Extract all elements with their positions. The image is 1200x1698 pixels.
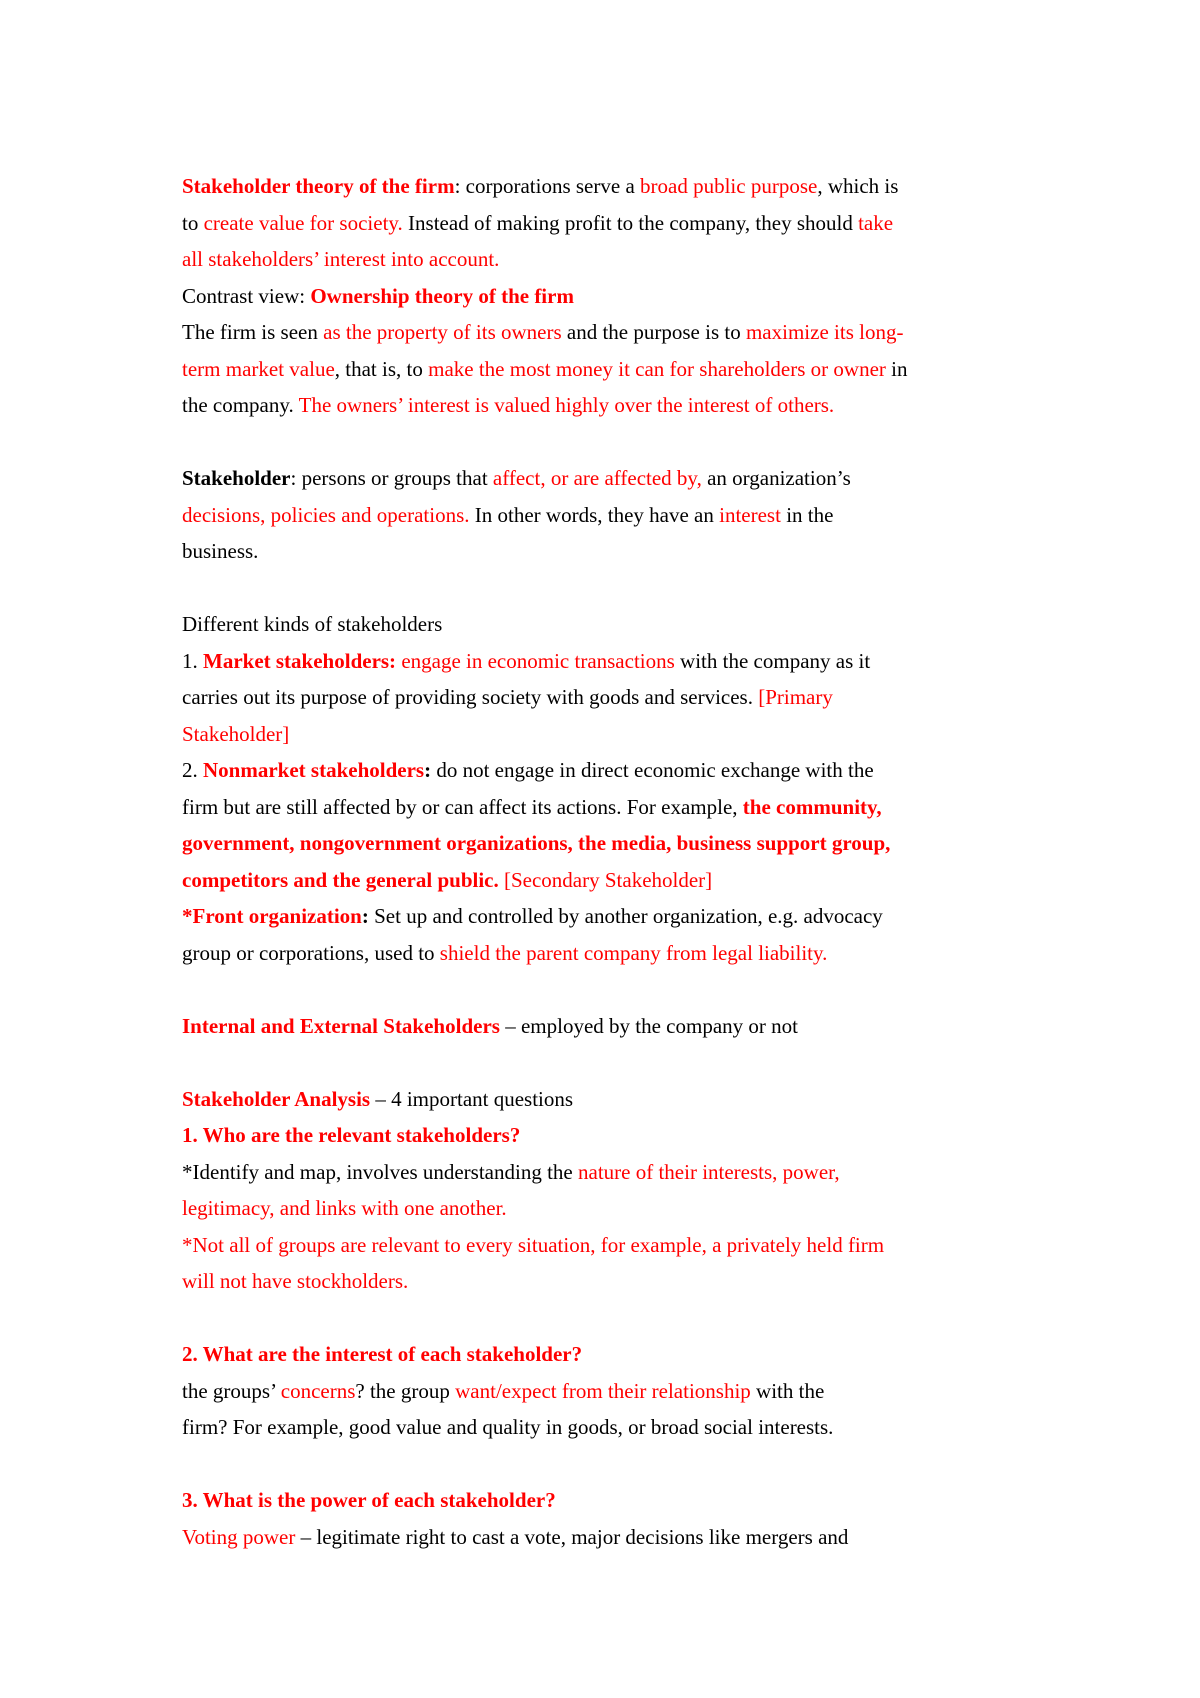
text-run: , which is xyxy=(817,174,899,198)
text-run: firm? For example, good value and quality in goods, or broad social interests. xyxy=(182,1415,834,1439)
text-run: the company. xyxy=(182,393,299,417)
blank-line xyxy=(182,1446,1042,1483)
text-line xyxy=(182,168,1042,205)
text-line xyxy=(182,789,1042,826)
text-line xyxy=(182,1519,1042,1556)
text-line xyxy=(182,606,1042,643)
text-run: Voting power xyxy=(182,1524,296,1549)
text-line xyxy=(182,241,1042,278)
text-run: [Primary xyxy=(758,685,833,709)
text-run: create value for society. xyxy=(203,210,403,235)
text-run: all stakeholders’ interest into account. xyxy=(182,247,500,271)
text-run: term market value xyxy=(182,356,335,381)
text-line xyxy=(182,679,1042,716)
text-line xyxy=(182,1081,1042,1118)
text-run: shield the parent company from legal liability. xyxy=(439,940,828,965)
text-run: The owners’ interest is valued highly over the interest of others. xyxy=(298,393,835,417)
text-line xyxy=(182,643,1042,680)
text-run: affect, or are affected by, xyxy=(492,466,702,490)
text-run: Internal and External Stakeholders xyxy=(182,1013,500,1038)
text-line xyxy=(182,351,1042,388)
text-run: want/expect from their relationship xyxy=(455,1378,751,1403)
text-run: the groups’ xyxy=(182,1378,281,1403)
text-run: carries out its purpose of providing society with goods and services. xyxy=(182,685,759,709)
text-run: : corporations serve a xyxy=(454,174,641,198)
text-run: [Secondary Stakeholder] xyxy=(503,867,713,892)
text-run: business. xyxy=(182,539,259,563)
text-run: with the company as it xyxy=(674,648,871,673)
text-run: the community, xyxy=(742,794,882,819)
text-run: : xyxy=(424,758,432,782)
text-run: broad public purpose xyxy=(640,174,818,198)
text-run: Set up and controlled by another organization, e.g. advocacy xyxy=(368,904,883,928)
text-run: do not engage in direct economic exchange with the xyxy=(431,758,874,782)
text-run: *Front organization xyxy=(182,904,362,928)
text-line xyxy=(182,862,1042,899)
text-run: and the purpose is to xyxy=(561,320,746,344)
blank-line xyxy=(182,570,1042,607)
text-run: Stakeholder Analysis xyxy=(182,1086,371,1111)
text-run: 2. xyxy=(182,758,203,782)
document-body xyxy=(182,168,1042,1555)
text-line xyxy=(182,278,1042,315)
text-run: concerns xyxy=(280,1378,356,1403)
blank-line xyxy=(182,1044,1042,1081)
text-run: : xyxy=(361,904,369,928)
text-line xyxy=(182,716,1042,753)
text-run: an organization’s xyxy=(701,466,851,490)
text-run: Instead of making profit to the company, they should xyxy=(402,210,859,235)
text-line xyxy=(182,1336,1042,1373)
text-line xyxy=(182,1409,1042,1446)
text-run: in the xyxy=(780,502,834,527)
text-run: Nonmarket stakeholders xyxy=(203,758,425,782)
text-run: competitors and the general public. xyxy=(182,867,499,892)
text-line xyxy=(182,935,1042,972)
text-run: Stakeholder theory of the firm xyxy=(182,174,455,198)
text-run: – 4 important questions xyxy=(370,1086,574,1111)
text-line xyxy=(182,1373,1042,1410)
text-run: Ownership theory of the firm xyxy=(310,283,574,308)
text-run: to xyxy=(182,210,204,235)
text-run: in xyxy=(885,356,908,381)
text-run: *Identify and map, involves understanding the xyxy=(182,1159,578,1184)
text-run: 2. What are the interest of each stakeholder? xyxy=(182,1342,583,1366)
text-line xyxy=(182,387,1042,424)
text-run: 3. What is the power of each stakeholder? xyxy=(182,1488,556,1512)
text-run: Contrast view: xyxy=(182,283,311,308)
text-run: with the xyxy=(750,1378,825,1403)
text-run: *Not all of groups are relevant to every situation, for example, a privately held firm xyxy=(182,1232,885,1257)
text-run: as the property of its owners xyxy=(323,320,562,344)
text-line xyxy=(182,1190,1042,1227)
text-run: Stakeholder xyxy=(182,466,291,490)
text-run: – legitimate right to cast a vote, major decisions like mergers and xyxy=(295,1524,849,1549)
text-line xyxy=(182,825,1042,862)
text-run: interest xyxy=(719,502,781,527)
text-line xyxy=(182,205,1042,242)
text-line xyxy=(182,497,1042,534)
text-run: The firm is seen xyxy=(182,320,324,344)
text-run: take xyxy=(858,210,894,235)
text-run: maximize its long- xyxy=(745,320,904,344)
text-run: In other words, they have an xyxy=(469,502,720,527)
text-line xyxy=(182,533,1042,570)
text-run: , that is, to xyxy=(334,356,429,381)
text-run: 1. xyxy=(182,648,203,673)
blank-line xyxy=(182,971,1042,1008)
text-line xyxy=(182,1227,1042,1264)
text-line xyxy=(182,1482,1042,1519)
text-line xyxy=(182,1008,1042,1045)
text-line xyxy=(182,1154,1042,1191)
blank-line xyxy=(182,1300,1042,1337)
text-line xyxy=(182,1263,1042,1300)
text-line xyxy=(182,898,1042,935)
text-run: : persons or groups that xyxy=(290,466,493,490)
text-run: nature of their interests, power, xyxy=(578,1159,840,1184)
text-run: Different kinds of stakeholders xyxy=(182,612,443,636)
blank-line xyxy=(182,424,1042,461)
text-run: make the most money it can for shareholders or owner xyxy=(428,356,886,381)
text-run: government, nongovernment organizations, the media, business support group, xyxy=(182,831,891,855)
text-run: group or corporations, used to xyxy=(182,940,440,965)
text-run: firm but are still affected by or can affect its actions. For example, xyxy=(182,794,743,819)
text-run: will not have stockholders. xyxy=(182,1269,409,1293)
text-run: 1. Who are the relevant stakeholders? xyxy=(182,1123,521,1147)
text-line xyxy=(182,752,1042,789)
text-run: Market stakeholders: xyxy=(203,648,397,673)
text-line xyxy=(182,460,1042,497)
text-line xyxy=(182,1117,1042,1154)
text-run: – employed by the company or not xyxy=(499,1013,798,1038)
text-line xyxy=(182,314,1042,351)
text-run: decisions, policies and operations. xyxy=(182,502,470,527)
text-run: ? the group xyxy=(355,1378,456,1403)
text-run: legitimacy, and links with one another. xyxy=(182,1196,507,1220)
text-run: engage in economic transactions xyxy=(401,648,675,673)
text-run: Stakeholder] xyxy=(182,721,290,746)
